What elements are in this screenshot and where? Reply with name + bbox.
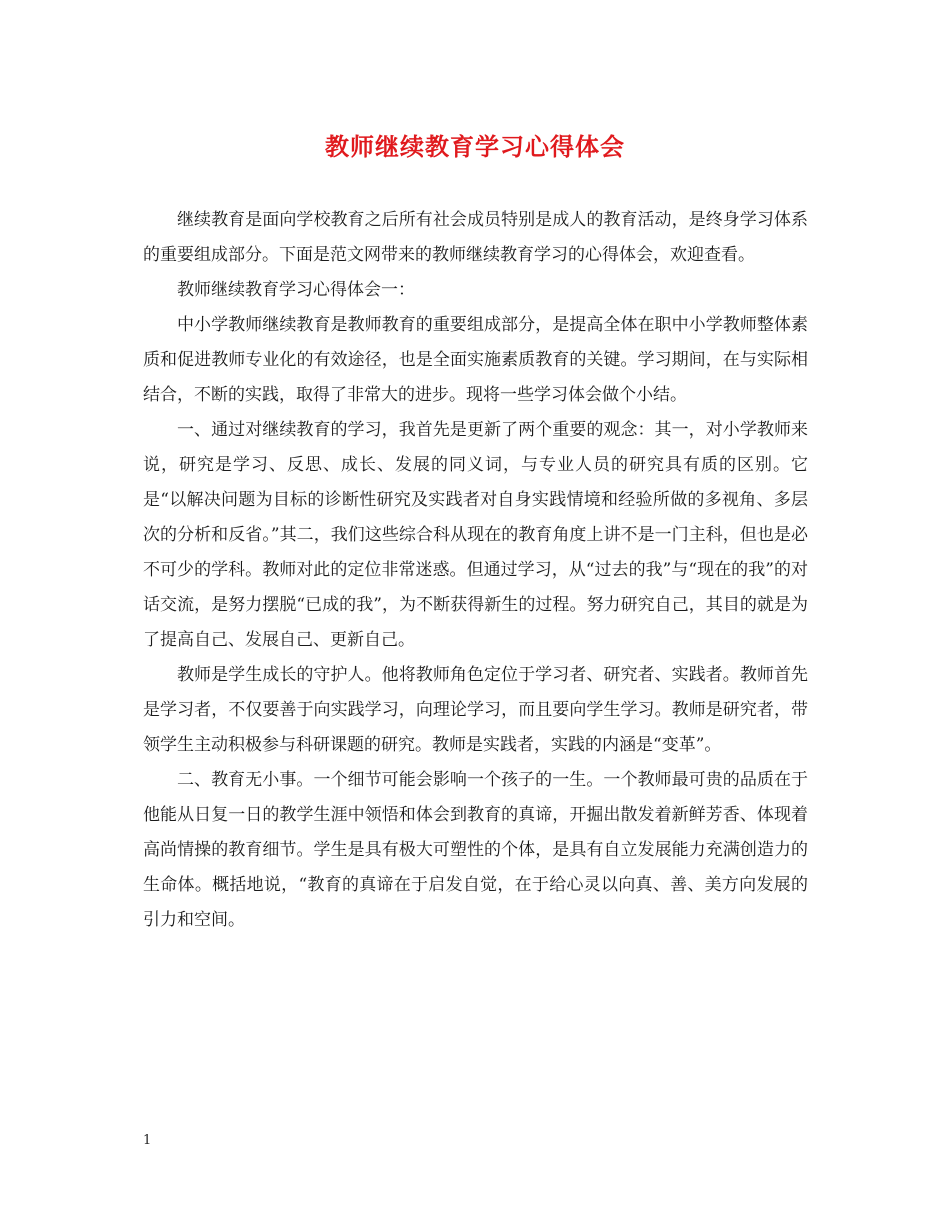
paragraph-point-one: 一、通过对继续教育的学习，我首先是更新了两个重要的观念：其一，对小学教师来说，研究是学习、反思、成长、发展的同义词，与专业人员的研究具有质的区别。它是“以解决问题为目标的诊断性研究及实践者对自身实践情境和经验所做的多视角、多层次的分析和反省。”其二，我们这些综合科从现在的教育角度上讲不是一门主科，但也是必不可少的学科。教师对此的定位非常迷惑。但通过学习，从“过去的我”与“现在的我”的对话交流，是努力摆脱“已成的我”，为不断获得新生的过程。努力研究自己，其目的就是为了提高自己、发展自己、更新自己。 <box>143 420 808 650</box>
paragraph-intro: 继续教育是面向学校教育之后所有社会成员特别是成人的教育活动，是终身学习体系的重要组成部分。下面是范文网带来的教师继续教育学习的心得体会，欢迎查看。 <box>143 210 808 265</box>
paragraph-section-heading: 教师继续教育学习心得体会一： <box>177 280 415 300</box>
paragraph-overview: 中小学教师继续教育是教师教育的重要组成部分，是提高全体在职中小学教师整体素质和促进教师专业化的有效途径，也是全面实施素质教育的关键。学习期间，在与实际相结合，不断的实践，取得了非常大的进步。现将一些学习体会做个小结。 <box>143 315 808 405</box>
paragraph-point-two: 二、教育无小事。一个细节可能会影响一个孩子的一生。一个教师最可贵的品质在于他能从日复一日的教学生涯中领悟和体会到教育的真谛，开掘出散发着新鲜芳香、体现着高尚情操的教育细节。学生是具有极大可塑性的个体，是具有自立发展能力充满创造力的生命体。概括地说，“教育的真谛在于启发自觉，在于给心灵以向真、善、美方向发展的引力和空间。 <box>143 770 808 930</box>
paragraph-teacher-role: 教师是学生成长的守护人。他将教师角色定位于学习者、研究者、实践者。教师首先是学习者，不仅要善于向实践学习，向理论学习，而且要向学生学习。教师是研究者，带领学生主动积极参与科研课题的研究。教师是实践者，实践的内涵是“变革”。 <box>143 665 808 755</box>
document-title: 教师继续教育学习心得体会 <box>325 132 625 161</box>
document-body <box>143 203 808 938</box>
page-number: 1 <box>143 1133 152 1148</box>
